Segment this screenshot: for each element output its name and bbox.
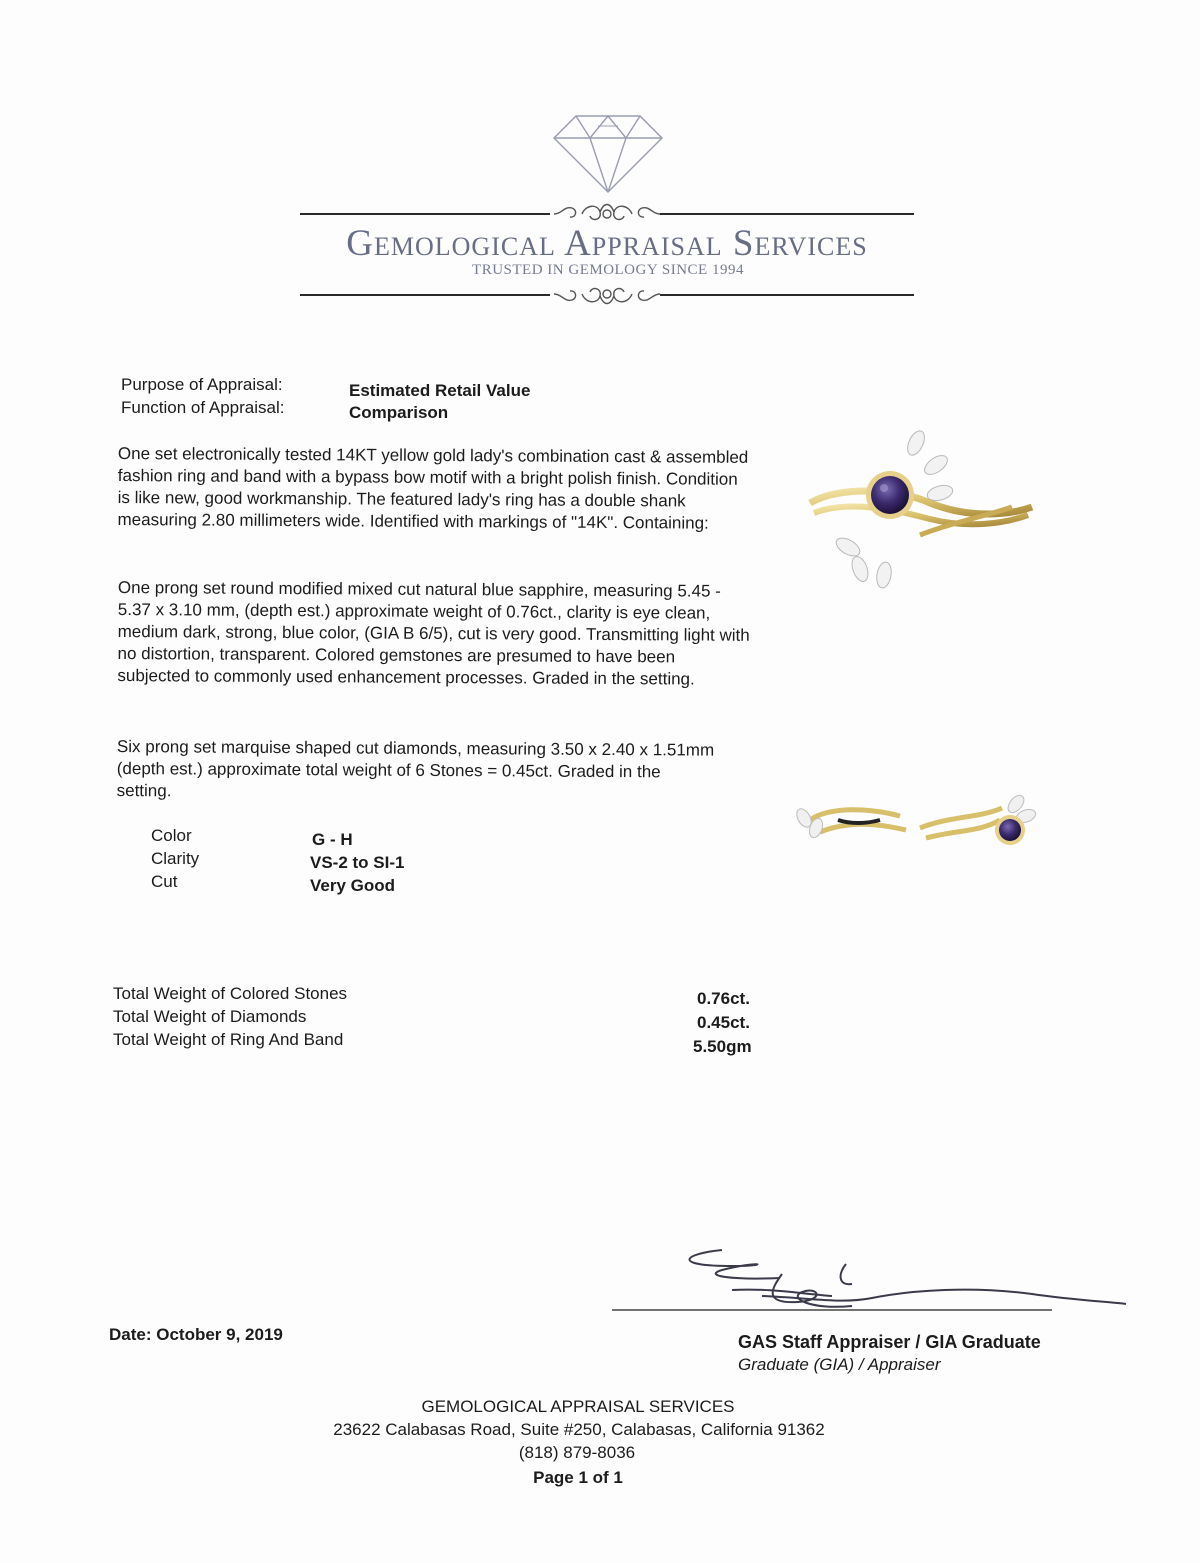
ring-photo-side xyxy=(780,780,1040,860)
total-diamonds-label: Total Weight of Diamonds xyxy=(113,1007,307,1026)
diamond-logo-icon xyxy=(548,112,668,194)
diamonds-description: Six prong set marquise shaped cut diamonds, measuring 3.50 x 2.40 x 1.51mm (depth est.) approximate total weight of 6 Stones = 0.45ct. Graded in the setting. xyxy=(116,737,715,801)
cut-value: Very Good xyxy=(310,876,396,895)
purpose-value: Estimated Retail Value xyxy=(349,381,531,400)
appraisal-date: Date: October 9, 2019 xyxy=(109,1325,283,1344)
ring-description: One set electronically tested 14KT yellow gold lady's combination cast & assembled fashion ring and band with a bypass bow motif with a bright polish finish. Condition is like new, good workmanship. The featured lady's ring has a double shank measuring 2.80 millimeters wide. Identified with markings of "14K". Containing: xyxy=(117,443,749,533)
divider-bottom-left xyxy=(300,294,550,296)
appraiser-subtitle: Graduate (GIA) / Appraiser xyxy=(738,1355,941,1374)
total-colored-value: 0.76ct. xyxy=(697,989,750,1008)
company-name: Gemological Appraisal Services xyxy=(346,223,868,264)
divider-top-right xyxy=(660,213,914,215)
function-label: Function of Appraisal: xyxy=(121,398,285,417)
appraiser-title: GAS Staff Appraiser / GIA Graduate xyxy=(738,1332,1041,1352)
divider-top-left xyxy=(300,213,550,215)
color-label: Color xyxy=(151,826,192,845)
ring-photo-front xyxy=(780,415,1040,605)
cut-label: Cut xyxy=(151,872,178,891)
appraiser-signature xyxy=(612,1240,1132,1335)
color-value: G - H xyxy=(312,830,353,849)
total-ring-label: Total Weight of Ring And Band xyxy=(113,1030,344,1049)
total-ring-value: 5.50gm xyxy=(693,1037,752,1056)
footer-company: GEMOLOGICAL APPRAISAL SERVICES xyxy=(421,1397,735,1416)
function-value: Comparison xyxy=(349,403,449,422)
flourish-ornament-icon xyxy=(552,282,662,308)
total-colored-label: Total Weight of Colored Stones xyxy=(113,984,348,1003)
purpose-label: Purpose of Appraisal: xyxy=(121,375,283,394)
total-diamonds-value: 0.45ct. xyxy=(697,1013,750,1032)
footer-address: 23622 Calabasas Road, Suite #250, Calabasas, California 91362 xyxy=(333,1420,825,1439)
divider-bottom-right xyxy=(660,294,914,296)
clarity-value: VS-2 to SI-1 xyxy=(310,853,405,872)
page-number: Page 1 of 1 xyxy=(533,1468,623,1487)
footer-phone: (818) 879-8036 xyxy=(518,1443,636,1462)
sapphire-description: One prong set round modified mixed cut natural blue sapphire, measuring 5.45 - 5.37 x 3.10 mm, (depth est.) approximate weight of 0.76ct., clarity is eye clean, medium dark, strong, blue color, (GIA B 6/5), cut is very good. Transmitting light with no distortion, transparent. Colored gemstones are presumed to have been subjected to commonly used enhancement processes. Graded in the setting. xyxy=(117,578,750,689)
clarity-label: Clarity xyxy=(151,849,200,868)
company-tagline: TRUSTED IN GEMOLOGY SINCE 1994 xyxy=(472,262,744,278)
